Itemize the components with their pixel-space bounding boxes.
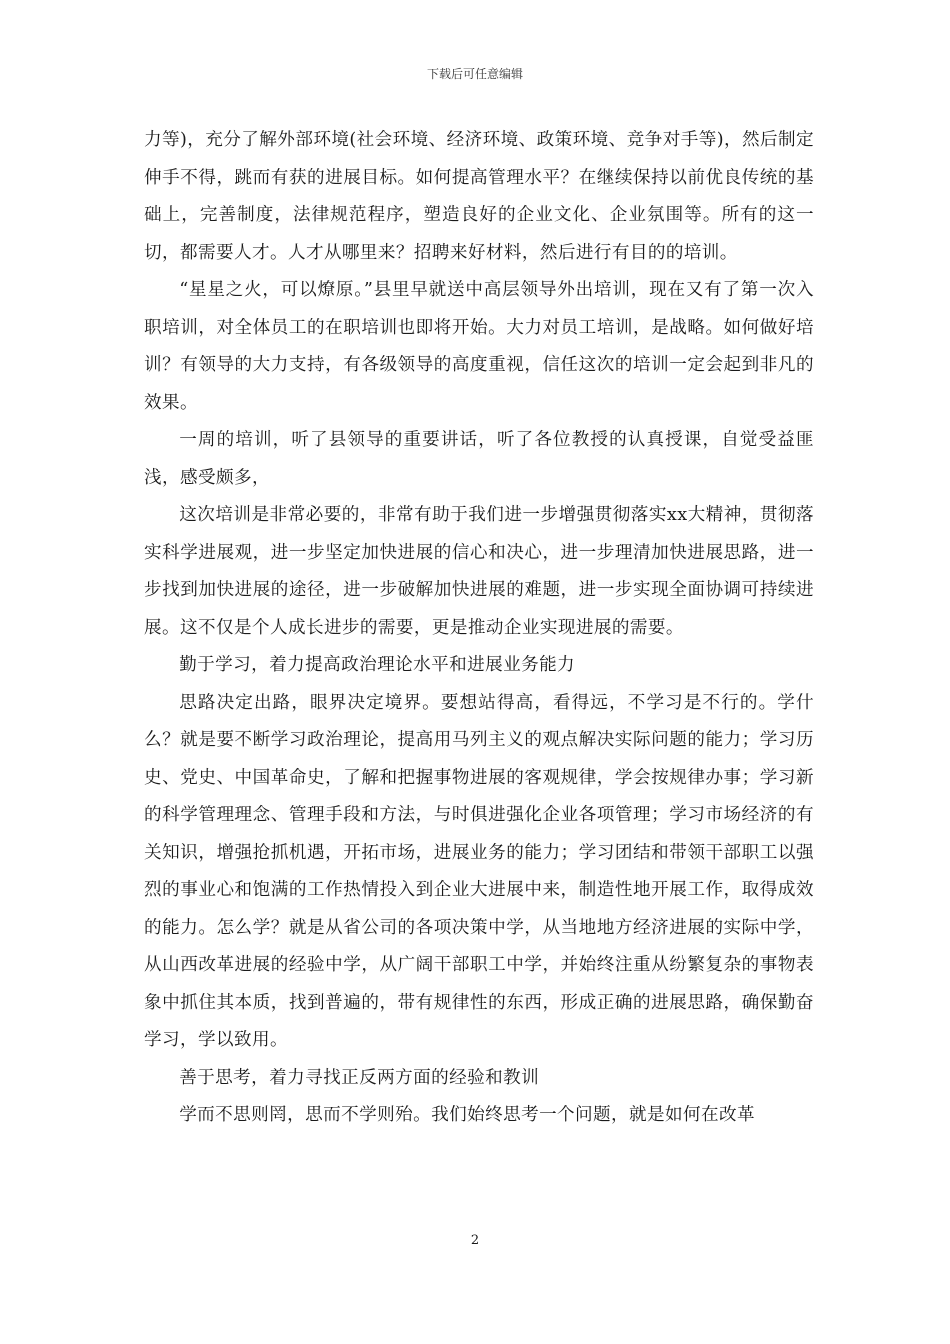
section-heading: 勤于学习，着力提高政治理论水平和进展业务能力 [179,655,576,675]
paragraph: “星星之火，可以燎原。”县里早就送中高层领导外出培训，现在又有了第一次入职培训，对全体员工的在职培训也即将开始。大力对员工培训，是战略。如何做好培训？有领导的大力支持，有各级领导的高度重视，信任这次的培训一定会起到非凡的效果。 [144,280,814,413]
paragraph: 一周的培训，听了县领导的重要讲话，听了各位教授的认真授课，自觉受益匪浅，感受颇多， [144,430,814,488]
paragraph: 这次培训是非常必要的，非常有助于我们进一步增强贯彻落实xx大精神，贯彻落实科学进展观，进一步坚定加快进展的信心和决心，进一步理清加快进展思路，进一步找到加快进展的途径，进一步破解加快进展的难题，进一步实现全面协调可持续进展。这不仅是个人成长进步的需要，更是推动企业实现进展的需要。 [144,505,814,638]
page-number: 2 [470,1233,480,1248]
section-heading: 善于思考，着力寻找正反两方面的经验和教训 [179,1067,540,1088]
paragraph: 学而不思则罔，思而不学则殆。我们始终思考一个问题，就是如何在改革 [179,1105,755,1125]
page-header: 下载后可任意编辑 [426,67,523,81]
document-body [144,122,814,1135]
paragraph: 力等)，充分了解外部环境(社会环境、经济环境、政策环境、竞争对手等)，然后制定伸手不得，跳而有获的进展目标。如何提高管理水平？在继续保持以前优良传统的基础上，完善制度，法律规范程序，塑造良好的企业文化、企业氛围等。所有的这一切，都需要人才。人才从哪里来？招聘来好材料，然后进行有目的的培训。 [144,130,814,263]
paragraph: 思路决定出路，眼界决定境界。要想站得高，看得远，不学习是不行的。学什么？就是要不断学习政治理论，提高用马列主义的观点解决实际问题的能力；学习历史、党史、中国革命史，了解和把握事物进展的客观规律，学会按规律办事；学习新的科学管理理念、管理手段和方法，与时俱进强化企业各项管理；学习市场经济的有关知识，增强抢抓机遇，开拓市场，进展业务的能力；学习团结和带领干部职工以强烈的事业心和饱满的工作热情投入到企业大进展中来，制造性地开展工作，取得成效的能力。怎么学？就是从省公司的各项决策中学，从当地地方经济进展的实际中学，从山西改革进展的经验中学，从广阔干部职工中学，并始终注重从纷繁复杂的事物表象中抓住其本质，找到普遍的，带有规律性的东西，形成正确的进展思路，确保勤奋学习，学以致用。 [144,692,814,1050]
